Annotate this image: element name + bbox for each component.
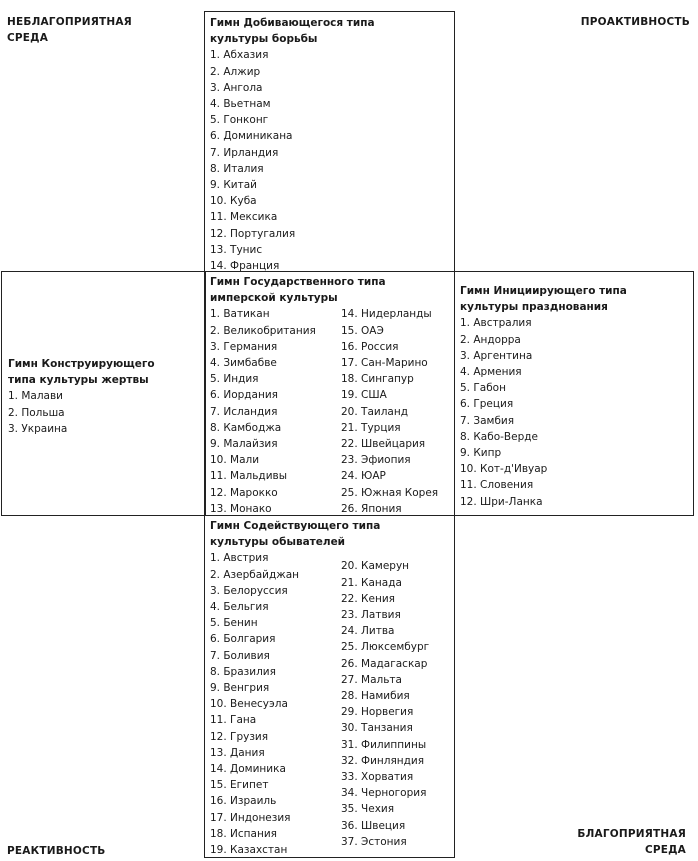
list-item: 7. Замбия	[460, 414, 515, 427]
state-culture-list-col1	[210, 306, 341, 517]
list-item: 16. Россия	[341, 340, 399, 353]
list-item: 13. Монако	[210, 502, 272, 515]
list-item: 10. Венесуэла	[210, 698, 288, 711]
list-item: 32. Финляндия	[341, 754, 425, 767]
list-item: 8. Камбоджа	[210, 421, 282, 434]
list-item: 31. Филиппины	[341, 738, 427, 751]
list-item: 14. Нидерланды	[341, 308, 432, 321]
list-item: 7. Исландия	[210, 405, 278, 418]
list-item: 17. Индонезия	[210, 811, 291, 824]
list-item: 7. Боливия	[210, 649, 270, 662]
list-item: 2. Андорра	[460, 333, 521, 346]
list-item: 16. Израиль	[210, 795, 277, 808]
list-item: 29. Норвегия	[341, 706, 414, 719]
list-item: 25. Люксембург	[341, 641, 430, 654]
list-item: 1. Австрия	[210, 552, 269, 565]
list-item: 26. Мадагаскар	[341, 657, 428, 670]
state-culture-list-col2	[341, 306, 438, 517]
list-item: 4. Бельгия	[210, 601, 269, 614]
list-item: 28. Намибия	[341, 690, 410, 703]
citizens-culture-box	[204, 515, 455, 858]
list-item: 11. Гана	[210, 714, 257, 727]
list-item: 35. Чехия	[341, 803, 395, 816]
list-item: 24. ЮАР	[341, 470, 386, 483]
list-item: 11. Мексика	[210, 211, 278, 224]
list-item: 18. Сингапур	[341, 373, 414, 386]
citizens-culture-title: Гимн Содействующего типа культуры обывателей	[210, 520, 381, 549]
list-item: 12. Португалия	[210, 227, 296, 240]
list-item: 11. Словения	[460, 479, 534, 492]
list-item: 12. Шри-Ланка	[460, 495, 543, 508]
list-item: 6. Доминикана	[210, 130, 293, 143]
list-item: 15. Египет	[210, 779, 269, 792]
list-item: 34. Черногория	[341, 787, 427, 800]
fighting-culture-title: Гимн Добивающегося типа культуры борьбы	[210, 17, 375, 46]
list-item: 33. Хорватия	[341, 771, 414, 784]
list-item: 15. ОАЭ	[341, 324, 384, 337]
list-item: 1. Австралия	[460, 317, 532, 330]
celebration-culture-title: Гимн Инициирующего типа культуры празднования	[460, 285, 627, 314]
list-item: 2. Азербайджан	[210, 568, 299, 581]
victim-culture-box	[1, 271, 206, 516]
list-item: 36. Швеция	[341, 819, 406, 832]
corner-unfavorable-environment: НЕБЛАГОПРИЯТНАЯ СРЕДА	[7, 16, 132, 44]
list-item: 1. Малави	[8, 390, 64, 403]
list-item: 22. Швейцария	[341, 438, 426, 451]
list-item: 10. Кот-д'Ивуар	[460, 463, 548, 476]
list-item: 4. Зимбабве	[210, 357, 277, 370]
list-item: 9. Китай	[210, 179, 258, 192]
list-item: 17. Сан-Марино	[341, 357, 428, 370]
list-item: 5. Габон	[460, 382, 506, 395]
list-item: 20. Таиланд	[341, 405, 408, 418]
fighting-culture-box	[204, 11, 455, 272]
list-item: 11. Мальдивы	[210, 470, 287, 483]
corner-reactivity: РЕАКТИВНОСТЬ	[7, 845, 106, 857]
list-item: 18. Испания	[210, 827, 277, 840]
list-item: 8. Бразилия	[210, 665, 276, 678]
list-item: 23. Эфиопия	[341, 454, 411, 467]
list-item: 9. Малайзия	[210, 438, 278, 451]
list-item: 25. Южная Корея	[341, 486, 439, 499]
fighting-culture-list	[210, 47, 449, 274]
list-item: 2. Алжир	[210, 65, 261, 78]
state-culture-title: Гимн Государственного типа имперской культуры	[210, 276, 386, 305]
list-item: 19. Казахстан	[210, 844, 288, 857]
list-item: 21. Канада	[341, 576, 402, 589]
list-item: 14. Доминика	[210, 763, 286, 776]
list-item: 9. Венгрия	[210, 682, 270, 695]
corner-proactivity: ПРОАКТИВНОСТЬ	[580, 16, 690, 28]
corner-favorable-environment: БЛАГОПРИЯТНАЯ СРЕДА	[577, 828, 686, 856]
list-item: 10. Куба	[210, 195, 257, 208]
list-item: 24. Литва	[341, 625, 395, 638]
list-item: 7. Ирландия	[210, 146, 279, 159]
citizens-culture-list-col2	[341, 550, 429, 858]
list-item: 6. Греция	[460, 398, 514, 411]
list-item: 21. Турция	[341, 421, 401, 434]
list-item: 3. Ангола	[210, 81, 263, 94]
list-item: 30. Танзания	[341, 722, 413, 735]
list-item: 6. Болгария	[210, 633, 276, 646]
list-item: 1. Ватикан	[210, 308, 270, 321]
list-item: 22. Кения	[341, 592, 395, 605]
list-item: 9. Кипр	[460, 447, 502, 460]
list-item: 37. Эстония	[341, 835, 407, 848]
state-culture-box	[204, 271, 455, 516]
celebration-culture-list	[460, 315, 688, 509]
list-item: 8. Кабо-Верде	[460, 430, 538, 443]
list-item: 3. Германия	[210, 340, 278, 353]
list-item: 19. США	[341, 389, 387, 402]
list-item: 5. Бенин	[210, 617, 258, 630]
list-item: 6. Иордания	[210, 389, 278, 402]
list-item: 8. Италия	[210, 162, 264, 175]
list-item: 3. Аргентина	[460, 349, 533, 362]
list-item: 27. Мальта	[341, 673, 402, 686]
list-item: 13. Дания	[210, 746, 265, 759]
list-item: 4. Вьетнам	[210, 98, 271, 111]
list-item: 12. Грузия	[210, 730, 269, 743]
list-item: 13. Тунис	[210, 243, 263, 256]
list-item: 2. Польша	[8, 406, 65, 419]
citizens-culture-columns	[210, 550, 449, 858]
citizens-culture-list-col1	[210, 550, 341, 858]
list-item: 4. Армения	[460, 366, 522, 379]
list-item: 12. Марокко	[210, 486, 278, 499]
victim-culture-title: Гимн Конструирующего типа культуры жертвы	[8, 358, 155, 387]
list-item: 1. Абхазия	[210, 49, 269, 62]
list-item: 3. Украина	[8, 422, 68, 435]
list-item: 10. Мали	[210, 454, 260, 467]
list-item: 20. Камерун	[341, 560, 410, 573]
list-item: 5. Гонконг	[210, 114, 269, 127]
list-item: 14. Франция	[210, 260, 280, 273]
list-item: 3. Белоруссия	[210, 584, 288, 597]
celebration-culture-box	[454, 271, 694, 516]
list-item: 5. Индия	[210, 373, 259, 386]
list-item: 23. Латвия	[341, 609, 401, 622]
list-item: 2. Великобритания	[210, 324, 316, 337]
state-culture-columns	[210, 306, 449, 517]
victim-culture-list	[8, 388, 200, 437]
list-item: 26. Япония	[341, 502, 402, 515]
